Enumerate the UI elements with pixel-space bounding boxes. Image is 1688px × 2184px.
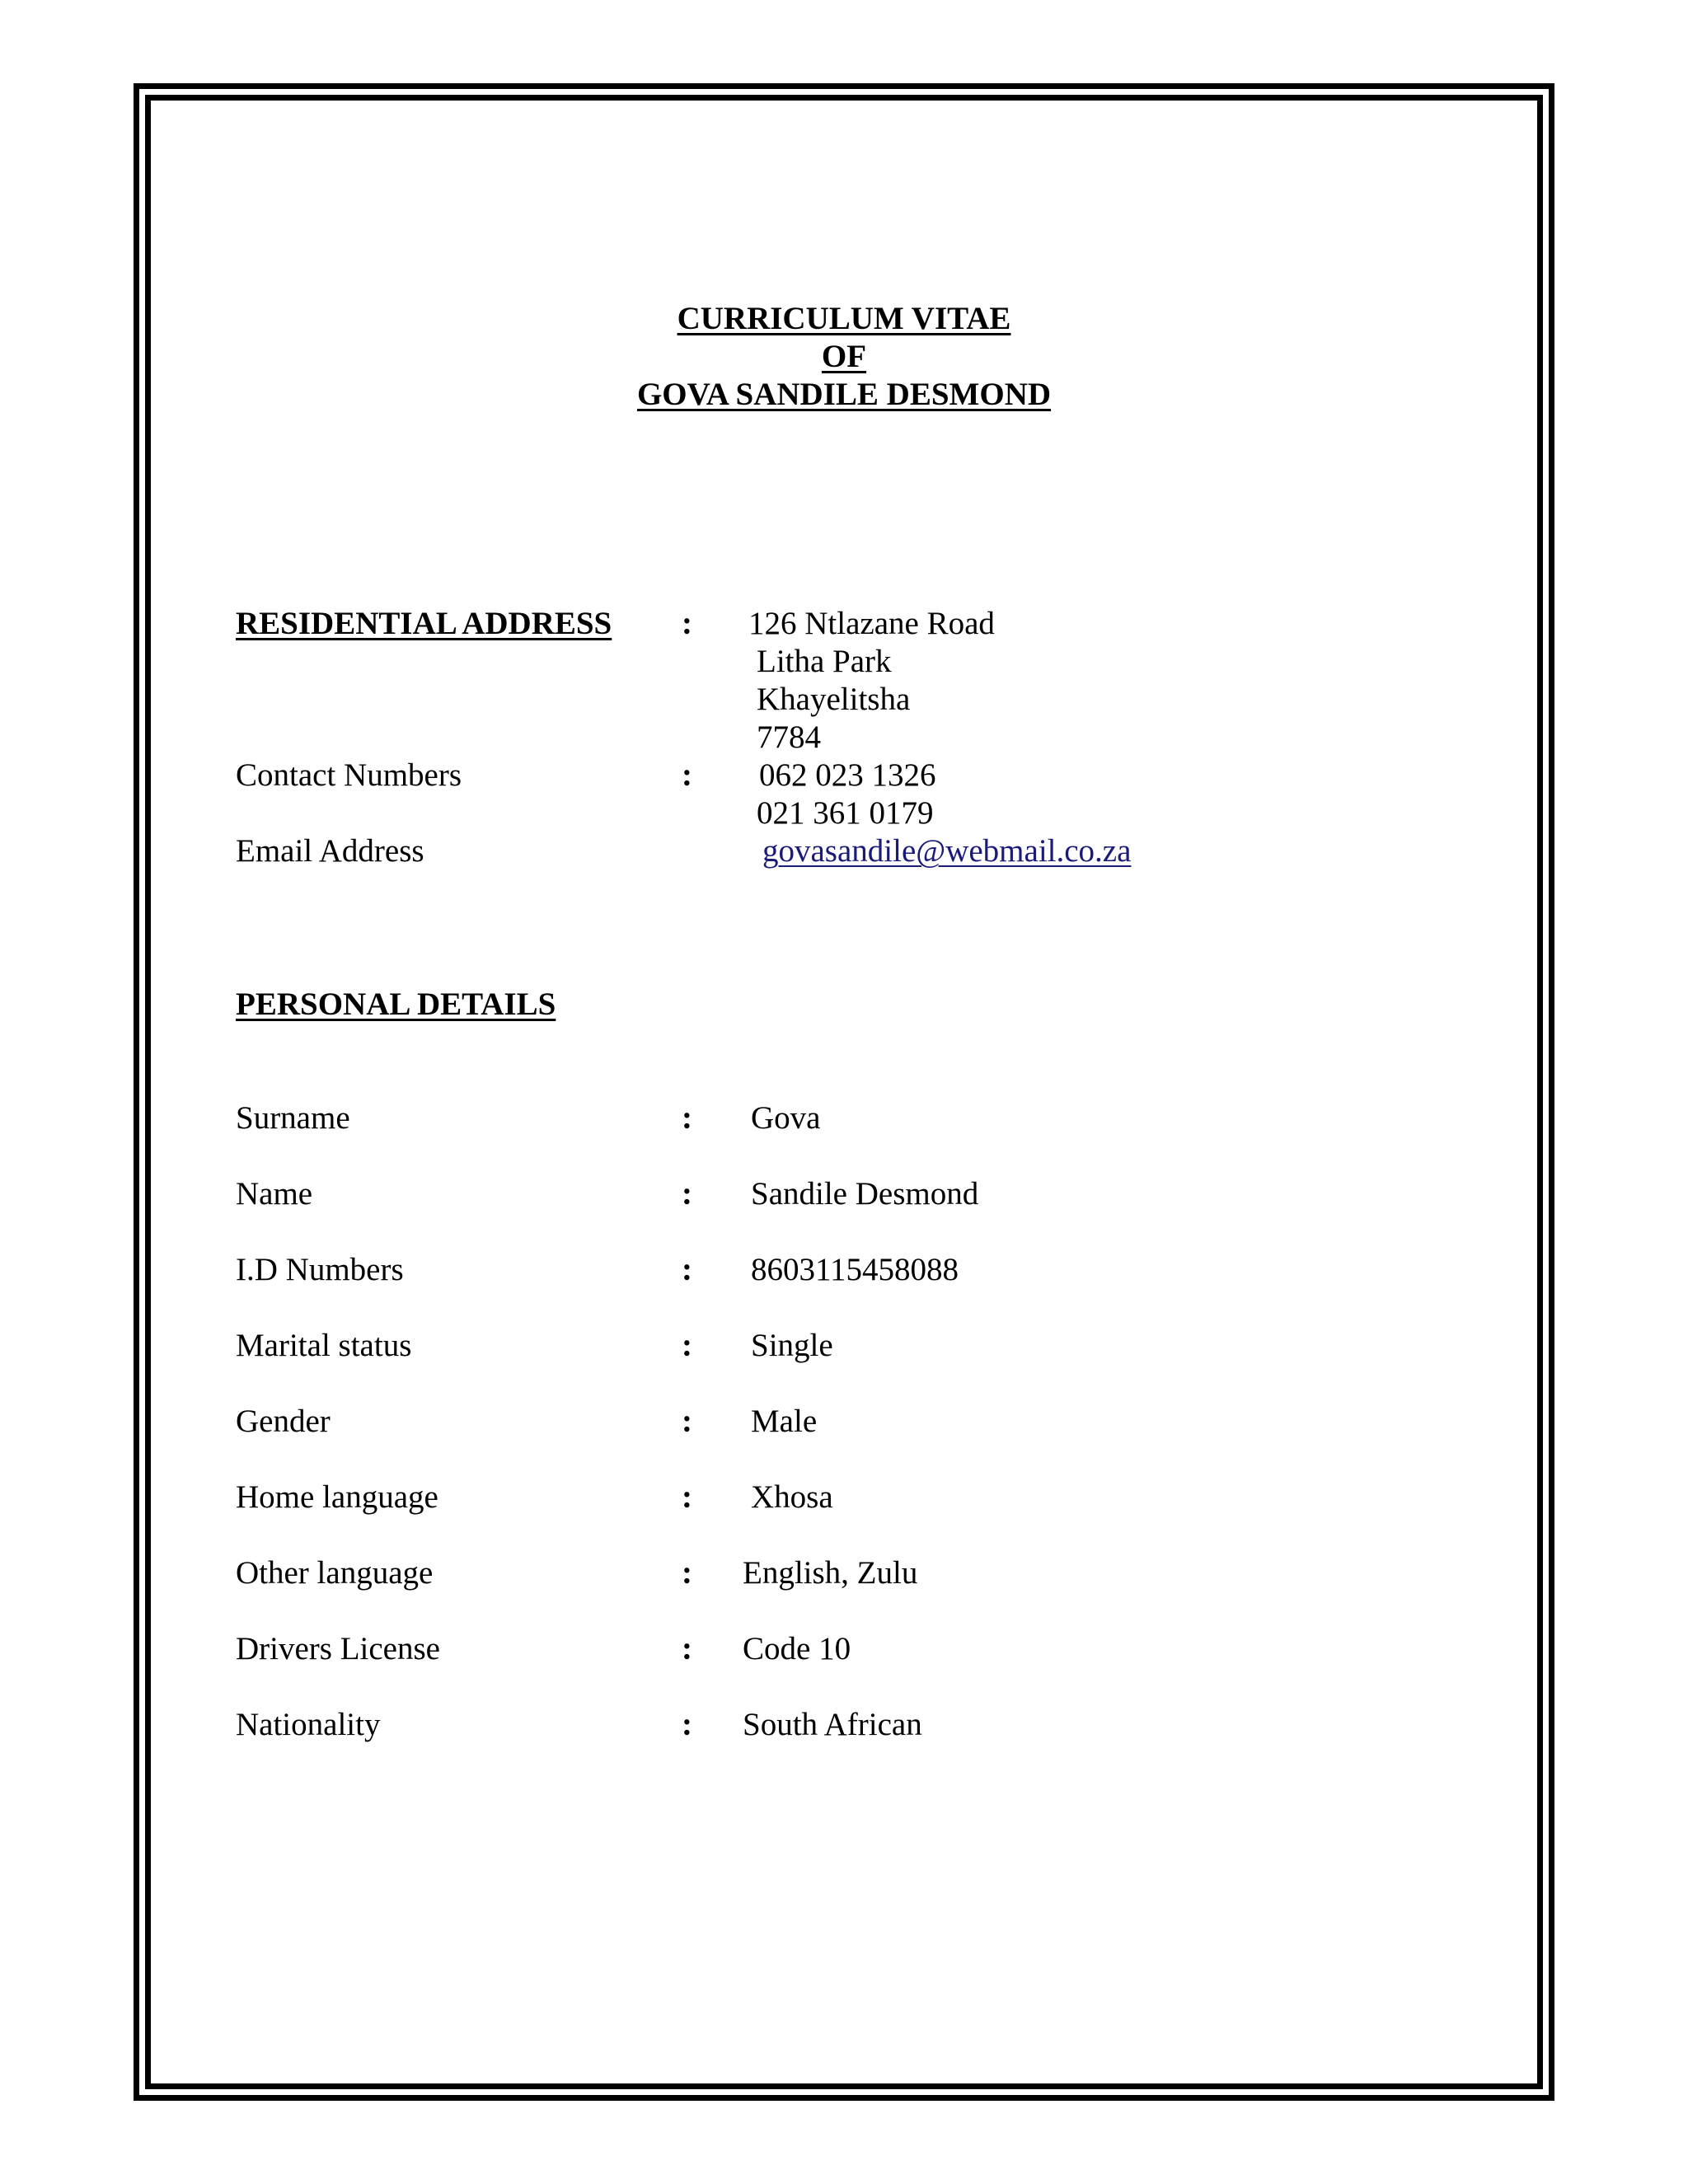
marital-status-value: Single xyxy=(751,1328,833,1363)
home-language-value: Xhosa xyxy=(751,1479,833,1515)
home-language-colon: : xyxy=(682,1479,692,1515)
nationality-value: South African xyxy=(743,1707,922,1742)
address-line-town: Khayelitsha xyxy=(757,682,911,717)
drivers-license-colon: : xyxy=(682,1631,692,1666)
email-link[interactable]: govasandile@webmail.co.za xyxy=(762,833,1132,869)
contact-number-1: 062 023 1326 xyxy=(759,757,936,793)
other-language-label: Other language xyxy=(236,1555,434,1591)
address-line-suburb: Litha Park xyxy=(757,644,892,679)
id-number-colon: : xyxy=(682,1252,692,1287)
gender-label: Gender xyxy=(236,1404,331,1439)
residential-address-colon: : xyxy=(682,606,692,641)
contact-numbers-label: Contact Numbers xyxy=(236,757,462,793)
gender-value: Male xyxy=(751,1404,818,1439)
gender-colon: : xyxy=(682,1404,692,1439)
id-number-label: I.D Numbers xyxy=(236,1252,404,1287)
marital-status-label: Marital status xyxy=(236,1328,412,1363)
name-label: Name xyxy=(236,1176,313,1212)
contact-numbers-colon: : xyxy=(682,757,692,793)
residential-address-heading: RESIDENTIAL ADDRESS xyxy=(236,606,612,641)
address-line-street: 126 Ntlazane Road xyxy=(748,606,995,641)
surname-colon: : xyxy=(682,1100,692,1136)
drivers-license-value: Code 10 xyxy=(743,1631,851,1666)
candidate-name-title: GOVA SANDILE DESMOND xyxy=(636,377,1052,412)
contact-number-2: 021 361 0179 xyxy=(757,795,934,831)
address-line-postal-code: 7784 xyxy=(757,719,821,755)
document-title: CURRICULUM VITAE xyxy=(677,301,1011,336)
other-language-value: English, Zulu xyxy=(743,1555,918,1591)
id-number-value: 8603115458088 xyxy=(751,1252,959,1287)
nationality-label: Nationality xyxy=(236,1707,381,1742)
name-value: Sandile Desmond xyxy=(751,1176,979,1212)
marital-status-colon: : xyxy=(682,1328,692,1363)
drivers-license-label: Drivers License xyxy=(236,1631,440,1666)
personal-details-heading: PERSONAL DETAILS xyxy=(236,987,556,1022)
home-language-label: Home language xyxy=(236,1479,438,1515)
name-colon: : xyxy=(682,1176,692,1212)
document-title-of: OF xyxy=(821,339,867,374)
surname-label: Surname xyxy=(236,1100,350,1136)
email-address-label: Email Address xyxy=(236,833,424,869)
other-language-colon: : xyxy=(682,1555,692,1591)
surname-value: Gova xyxy=(751,1100,821,1136)
nationality-colon: : xyxy=(682,1707,692,1742)
